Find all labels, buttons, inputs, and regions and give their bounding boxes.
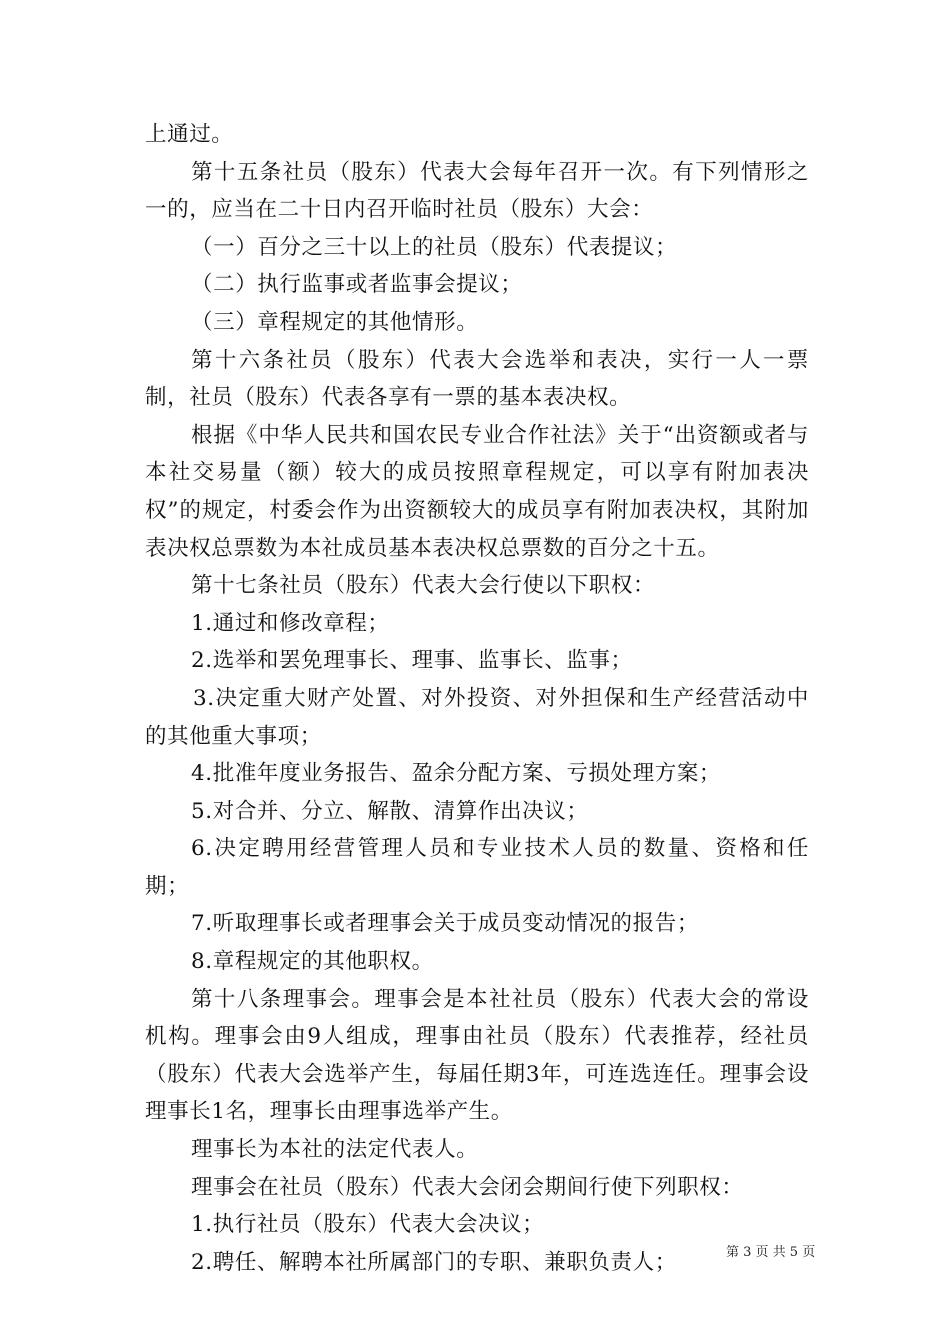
board-power-item-2: 2.聘任、解聘本社所属部门的专职、兼职负责人； bbox=[191, 1249, 677, 1275]
power-item-8: 8.章程规定的其他职权。 bbox=[191, 949, 434, 975]
power-item-6: 6.决定聘用经营管理人员和专业技术人员的数量、资格和任期； bbox=[145, 836, 809, 899]
list-item-3: （三）章程规定的其他情形。 bbox=[191, 309, 479, 335]
power-item-1: 1.通过和修改章程； bbox=[191, 610, 390, 636]
paragraph-legal-representative: 理事长为本社的法定代表人。 bbox=[191, 1137, 479, 1163]
power-item-7: 7.听取理事长或者理事会关于成员变动情况的报告； bbox=[191, 911, 699, 937]
article-15: 第十五条社员（股东）代表大会每年召开一次。有下列情形之一的，应当在二十日内召开临时社员（股东）大会： bbox=[145, 159, 809, 223]
paragraph-board-powers: 理事会在社员（股东）代表大会闭会期间行使下列职权： bbox=[191, 1174, 744, 1200]
paragraph-additional-voting: 根据《中华人民共和国农民专业合作社法》关于“出资额或者与本社交易量（额）较大的成员按照章程规定，可以享有附加表决权”的规定，村委会作为出资额较大的成员享有附加表决权，其附加表决权总票数为本社成员基本表决权总票数的百分之十五。 bbox=[145, 422, 809, 561]
article-18: 第十八条理事会。理事会是本社社员（股东）代表大会的常设机构。理事会由9人组成，理事由社员（股东）代表推荐，经社员（股东）代表大会选举产生，每届任期3年，可连选连任。理事会设理事长1名，理事长由理事选举产生。 bbox=[145, 986, 809, 1125]
page-number-footer: 第 3 页 共 5 页 bbox=[726, 1245, 816, 1260]
board-power-item-1: 1.执行社员（股东）代表大会决议； bbox=[191, 1212, 545, 1238]
power-item-3: 3.决定重大财产处置、对外投资、对外担保和生产经营活动中的其他重大事项； bbox=[145, 685, 809, 749]
paragraph-continuation: 上通过。 bbox=[145, 122, 234, 147]
document-body bbox=[145, 116, 809, 1281]
list-item-2: （二）执行监事或者监事会提议； bbox=[191, 272, 523, 298]
power-item-5: 5.对合并、分立、解散、清算作出决议； bbox=[191, 798, 589, 824]
article-17: 第十七条社员（股东）代表大会行使以下职权： bbox=[191, 573, 656, 599]
power-item-2: 2.选举和罢免理事长、理事、监事长、监事； bbox=[191, 648, 633, 674]
list-item-1: （一）百分之三十以上的社员（股东）代表提议； bbox=[191, 234, 678, 260]
article-16: 第十六条社员（股东）代表大会选举和表决，实行一人一票制，社员（股东）代表各享有一票的基本表决权。 bbox=[145, 347, 809, 411]
power-item-4: 4.批准年度业务报告、盈余分配方案、亏损处理方案； bbox=[191, 761, 722, 787]
